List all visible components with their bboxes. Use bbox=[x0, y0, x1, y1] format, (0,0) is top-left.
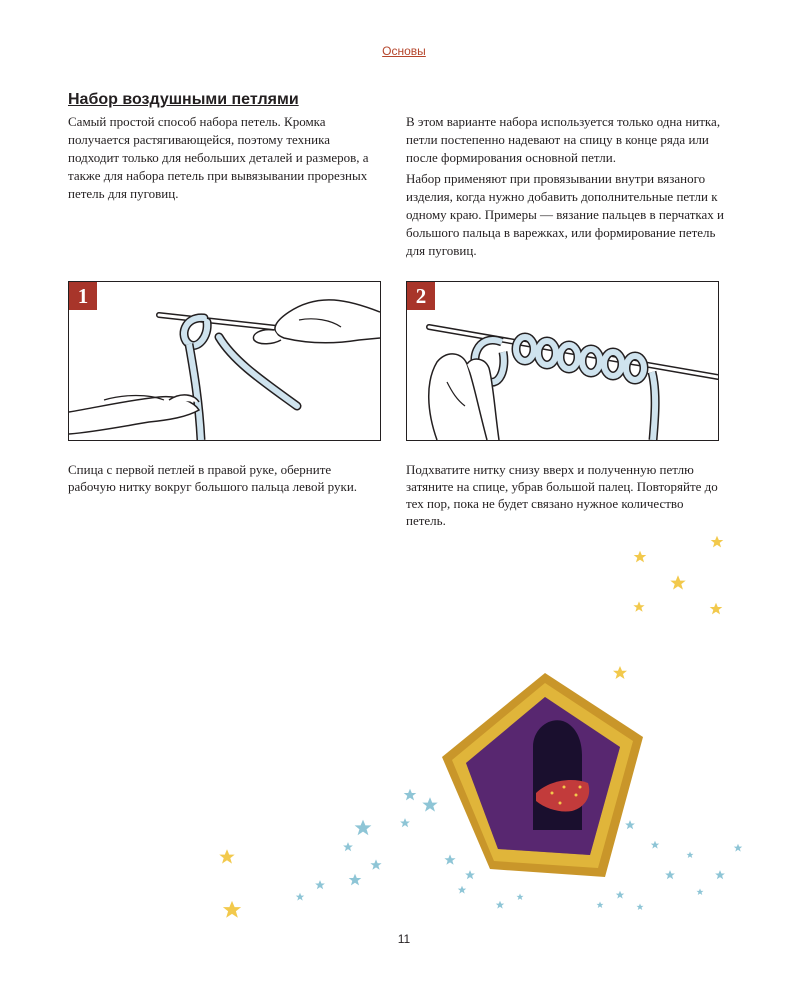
intro-right-paragraph-2: Набор применяют при провязывании внутри вязаного изделия, когда нужно добавить дополнительные петли к одному краю. Примеры — вязание пальцев в перчатках и большого пальца в варежках, или формирование петель для пуговиц. bbox=[406, 171, 724, 258]
step-2-caption: Подхватите нитку снизу вверх и полученную петлю затяните на спице, убрав большой палец. Повторяйте до тех пор, пока не будет связано нужное количество петель. bbox=[406, 462, 718, 528]
step-1-number: 1 bbox=[69, 282, 97, 310]
pentagon-portal-decoration bbox=[200, 525, 760, 925]
section-title: Набор воздушными петлями bbox=[68, 91, 299, 108]
page-number: 11 bbox=[397, 932, 411, 946]
step-2-number: 2 bbox=[407, 282, 435, 310]
step-1-hands-drawing bbox=[69, 282, 380, 440]
gold-stars bbox=[219, 536, 723, 918]
intro-left-paragraph: Самый простой способ набора петель. Кромка получается растягивающейся, поэтому техника подходит только для небольших деталей и размеров, а также для набора петель при вывязывании прорезных петель для пуговиц. bbox=[68, 114, 369, 201]
running-head: Основы bbox=[382, 44, 426, 58]
step-2-hands-drawing bbox=[407, 282, 718, 440]
step-2-illustration bbox=[406, 281, 719, 441]
intro-right-paragraph-1: В этом варианте набора используется только одна нитка, петли постепенно надевают на спицу в конце ряда или после формирования основной петли. bbox=[406, 114, 721, 165]
step-1-illustration bbox=[68, 281, 381, 441]
pentagon-frame bbox=[442, 673, 643, 877]
step-1-caption: Спица с первой петлей в правой руке, оберните рабочую нитку вокруг большого пальца левой руки. bbox=[68, 462, 358, 494]
